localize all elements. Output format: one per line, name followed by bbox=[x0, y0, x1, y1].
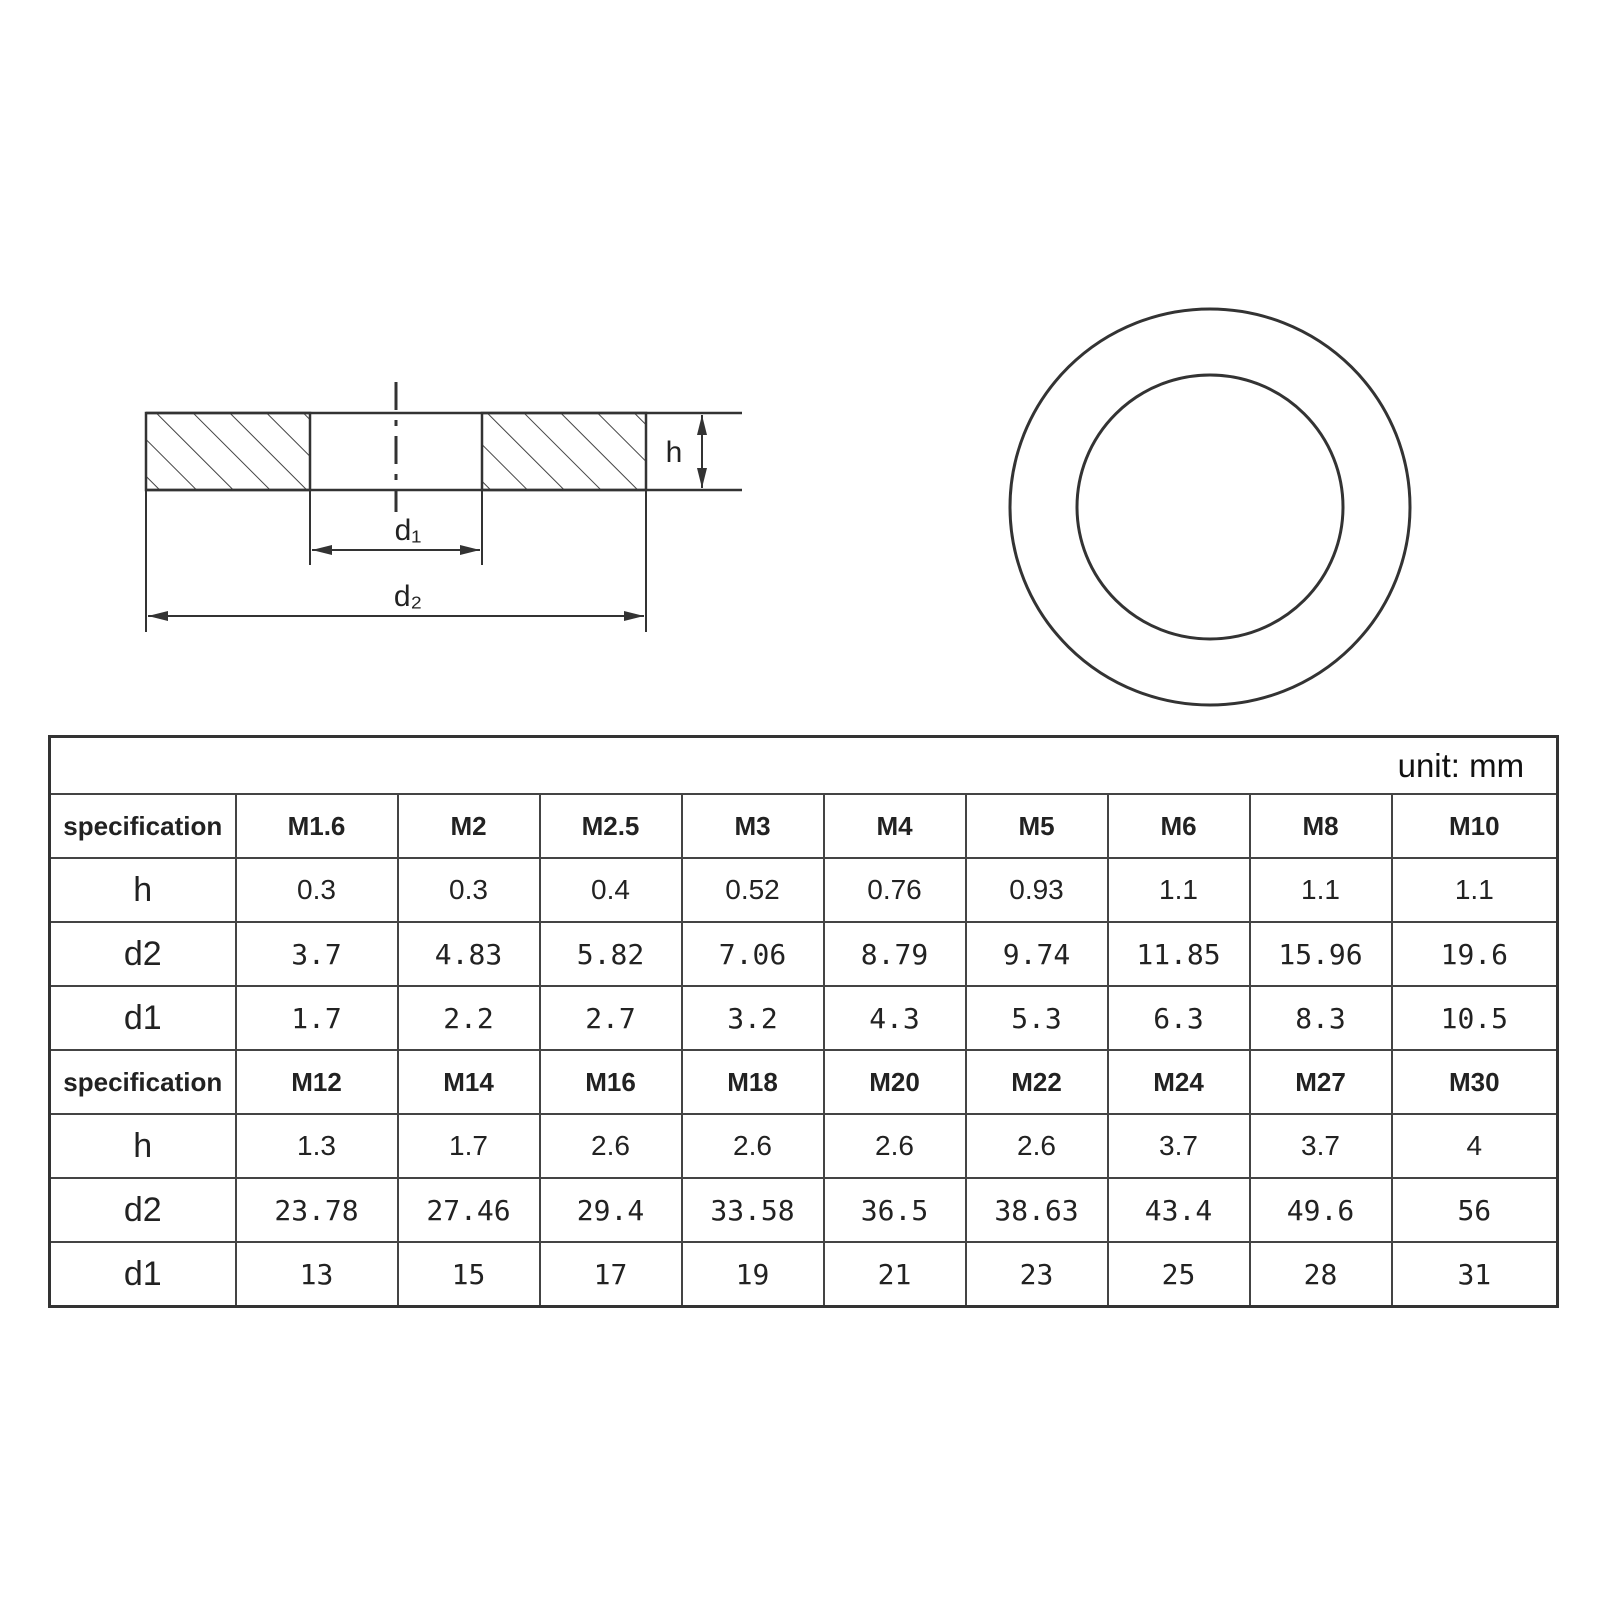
value-cell: 3.7 bbox=[1108, 1114, 1250, 1178]
value-cell: 13 bbox=[236, 1242, 398, 1307]
table-row bbox=[50, 1242, 1558, 1307]
value-cell: 1.7 bbox=[236, 986, 398, 1050]
unit-row bbox=[50, 737, 1558, 795]
value-cell: 2.6 bbox=[966, 1114, 1108, 1178]
value-cell: 5.3 bbox=[966, 986, 1108, 1050]
value-cell: 9.74 bbox=[966, 922, 1108, 986]
h-label: h bbox=[665, 436, 683, 469]
value-cell: 0.3 bbox=[398, 858, 540, 922]
d2-arrow-right bbox=[624, 611, 644, 621]
value-cell: 1.1 bbox=[1392, 858, 1558, 922]
value-cell: 4 bbox=[1392, 1114, 1558, 1178]
left-section bbox=[146, 413, 310, 490]
spec-cell: M27 bbox=[1250, 1050, 1392, 1114]
value-cell: 1.3 bbox=[236, 1114, 398, 1178]
value-cell: 23.78 bbox=[236, 1178, 398, 1242]
value-cell: 49.6 bbox=[1250, 1178, 1392, 1242]
table-row bbox=[50, 858, 1558, 922]
spec-cell: M4 bbox=[824, 794, 966, 858]
value-cell: 19 bbox=[682, 1242, 824, 1307]
spec-row-header: specification bbox=[50, 794, 236, 858]
value-cell: 8.79 bbox=[824, 922, 966, 986]
inner-circle bbox=[1077, 375, 1343, 639]
spec-cell: M2.5 bbox=[540, 794, 682, 858]
value-cell: 27.46 bbox=[398, 1178, 540, 1242]
value-cell: 25 bbox=[1108, 1242, 1250, 1307]
value-cell: 0.4 bbox=[540, 858, 682, 922]
d1-arrow-right bbox=[460, 545, 480, 555]
spec-cell: M12 bbox=[236, 1050, 398, 1114]
value-cell: 0.76 bbox=[824, 858, 966, 922]
spec-cell: M5 bbox=[966, 794, 1108, 858]
value-cell: 4.3 bbox=[824, 986, 966, 1050]
d1-arrow-left bbox=[312, 545, 332, 555]
row-header: h bbox=[50, 1114, 236, 1178]
spec-cell: M6 bbox=[1108, 794, 1250, 858]
value-cell: 33.58 bbox=[682, 1178, 824, 1242]
value-cell: 56 bbox=[1392, 1178, 1558, 1242]
spec-cell: M30 bbox=[1392, 1050, 1558, 1114]
spec-cell: M2 bbox=[398, 794, 540, 858]
value-cell: 2.2 bbox=[398, 986, 540, 1050]
value-cell: 1.7 bbox=[398, 1114, 540, 1178]
value-cell: 43.4 bbox=[1108, 1178, 1250, 1242]
table-row bbox=[50, 922, 1558, 986]
cross-section-view bbox=[146, 382, 742, 632]
value-cell: 6.3 bbox=[1108, 986, 1250, 1050]
spec-cell: M20 bbox=[824, 1050, 966, 1114]
d2-arrow-left bbox=[148, 611, 168, 621]
specification-table bbox=[48, 735, 1559, 1308]
spec-cell: M8 bbox=[1250, 794, 1392, 858]
right-section bbox=[482, 413, 646, 490]
value-cell: 3.7 bbox=[236, 922, 398, 986]
value-cell: 3.2 bbox=[682, 986, 824, 1050]
row-header: d2 bbox=[50, 1178, 236, 1242]
table-body bbox=[50, 737, 1558, 1307]
value-cell: 2.6 bbox=[540, 1114, 682, 1178]
outer-circle bbox=[1010, 309, 1410, 705]
table-row bbox=[50, 1114, 1558, 1178]
value-cell: 31 bbox=[1392, 1242, 1558, 1307]
value-cell: 0.3 bbox=[236, 858, 398, 922]
spec-cell: M22 bbox=[966, 1050, 1108, 1114]
value-cell: 2.6 bbox=[824, 1114, 966, 1178]
value-cell: 15.96 bbox=[1250, 922, 1392, 986]
specification-table-wrapper bbox=[48, 735, 1556, 1308]
row-header: d2 bbox=[50, 922, 236, 986]
table-row bbox=[50, 986, 1558, 1050]
d1-label: d₁ bbox=[394, 514, 422, 547]
row-header: d1 bbox=[50, 1242, 236, 1307]
value-cell: 0.93 bbox=[966, 858, 1108, 922]
value-cell: 7.06 bbox=[682, 922, 824, 986]
spec-cell: M24 bbox=[1108, 1050, 1250, 1114]
value-cell: 17 bbox=[540, 1242, 682, 1307]
value-cell: 1.1 bbox=[1108, 858, 1250, 922]
value-cell: 5.82 bbox=[540, 922, 682, 986]
spec-row bbox=[50, 794, 1558, 858]
row-header: h bbox=[50, 858, 236, 922]
value-cell: 21 bbox=[824, 1242, 966, 1307]
value-cell: 2.7 bbox=[540, 986, 682, 1050]
spec-row bbox=[50, 1050, 1558, 1114]
value-cell: 38.63 bbox=[966, 1178, 1108, 1242]
unit-label: unit: mm bbox=[50, 737, 1558, 795]
table-row bbox=[50, 1178, 1558, 1242]
value-cell: 2.6 bbox=[682, 1114, 824, 1178]
value-cell: 19.6 bbox=[1392, 922, 1558, 986]
spec-cell: M1.6 bbox=[236, 794, 398, 858]
value-cell: 10.5 bbox=[1392, 986, 1558, 1050]
value-cell: 8.3 bbox=[1250, 986, 1392, 1050]
value-cell: 23 bbox=[966, 1242, 1108, 1307]
spec-cell: M18 bbox=[682, 1050, 824, 1114]
value-cell: 1.1 bbox=[1250, 858, 1392, 922]
value-cell: 0.52 bbox=[682, 858, 824, 922]
spec-cell: M14 bbox=[398, 1050, 540, 1114]
value-cell: 29.4 bbox=[540, 1178, 682, 1242]
row-header: d1 bbox=[50, 986, 236, 1050]
spec-cell: M16 bbox=[540, 1050, 682, 1114]
value-cell: 3.7 bbox=[1250, 1114, 1392, 1178]
value-cell: 11.85 bbox=[1108, 922, 1250, 986]
washer-drawing bbox=[0, 0, 1601, 720]
value-cell: 36.5 bbox=[824, 1178, 966, 1242]
spec-row-header: specification bbox=[50, 1050, 236, 1114]
value-cell: 28 bbox=[1250, 1242, 1392, 1307]
spec-cell: M10 bbox=[1392, 794, 1558, 858]
h-arrow-bottom bbox=[697, 468, 707, 488]
d2-label: d₂ bbox=[393, 580, 423, 613]
value-cell: 4.83 bbox=[398, 922, 540, 986]
h-arrow-top bbox=[697, 415, 707, 435]
top-view bbox=[1010, 309, 1410, 705]
spec-cell: M3 bbox=[682, 794, 824, 858]
value-cell: 15 bbox=[398, 1242, 540, 1307]
